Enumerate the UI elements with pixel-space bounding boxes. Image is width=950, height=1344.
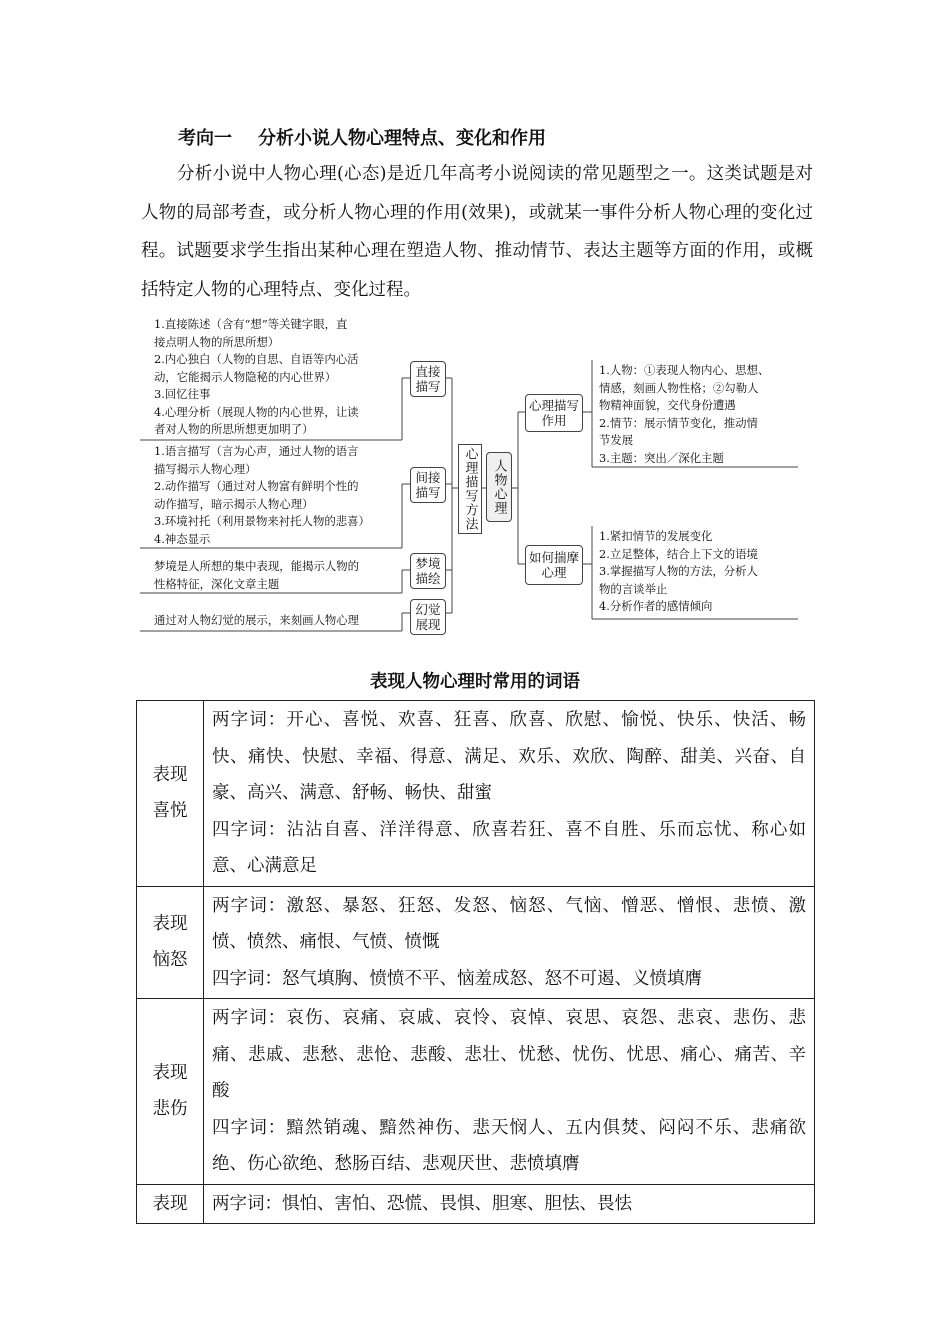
right-node-method: 如何揣摩 心理 <box>525 545 583 585</box>
leaf-function: 1.人物：①表现人物内心、思想、 情感，刻画人物性格；②勾勒人 物精神面貌，交代身份遭遇 2.情节：展示情节变化，推动情 节发展 3.主题：突出／深化主题 <box>599 363 770 465</box>
words-cell: 两字词：激怒、暴怒、狂怒、发怒、恼怒、气恼、憎恶、憎恨、悲愤、激愤、愤然、痛恨、气愤、愤慨 四字词：怒气填胸、愤愤不平、恼羞成怒、怒不可遏、义愤填膺 <box>204 886 815 999</box>
words-cell: 两字词：哀伤、哀痛、哀戚、哀怜、哀悼、哀思、哀怨、悲哀、悲伤、悲痛、悲戚、悲愁、悲怆、悲酸、悲壮、忧愁、忧伤、忧思、痛心、痛苦、辛酸 四字词：黯然销魂、黯然神伤、悲天悯人、五内俱焚、闷闷不乐、悲痛欲绝、伤心欲绝、愁肠百结、悲观厌世、悲愤填膺 <box>204 999 815 1185</box>
category-cell: 表现 悲伤 <box>137 999 204 1185</box>
table-row <box>137 1184 815 1224</box>
category-cell: 表现 恼怒 <box>137 886 204 999</box>
center-node: 人物心理 <box>486 452 512 522</box>
method-illusion: 幻觉 展现 <box>410 599 446 635</box>
heading-title: 分析小说人物心理特点、变化和作用 <box>258 128 546 149</box>
word-table <box>136 700 815 1224</box>
leaf-how: 1.紧扣情节的发展变化 2.立足整体，结合上下文的语境 3.掌握描写人物的方法，分析人 物的言谈举止 4.分析作者的感情倾向 <box>599 529 758 613</box>
methods-title-box: 心理描写方法 <box>458 444 482 534</box>
leaf-dream: 梦境是人所想的集中表现，能揭示人物的 性格特征，深化文章主题 <box>154 559 360 591</box>
words-cell: 两字词：开心、喜悦、欢喜、狂喜、欣喜、欣慰、愉悦、快乐、快活、畅快、痛快、快慰、幸福、得意、满足、欢乐、欢欣、陶醉、甜美、兴奋、自豪、高兴、满意、舒畅、畅快、甜蜜 四字词：沾沾自喜、洋洋得意、欣喜若狂、喜不自胜、乐而忘忧、称心如意、心满意足 <box>204 701 815 887</box>
method-direct: 直接 描写 <box>410 361 446 397</box>
heading-label: 考向一 <box>178 128 232 149</box>
method-dream: 梦境 描绘 <box>410 553 446 589</box>
category-cell: 表现 喜悦 <box>137 701 204 887</box>
leaf-illusion: 通过对人物幻觉的展示，来刻画人物心理 <box>154 613 360 627</box>
table-row <box>137 701 815 887</box>
table-title: 表现人物心理时常用的词语 <box>370 672 580 692</box>
method-indirect: 间接 描写 <box>410 467 446 503</box>
table-row <box>137 886 815 999</box>
intro-paragraph <box>141 155 813 309</box>
leaf-indirect: 1.语言描写（言为心声，通过人物的语言 描写揭示人物心理） 2.动作描写（通过对人物富有鲜明个性的 动作描写，暗示揭示人物心理） 3.环境衬托（利用景物来衬托人物的悲喜） 4.神态显示 <box>154 444 370 546</box>
words-cell: 两字词：惧怕、害怕、恐慌、畏惧、胆寒、胆怯、畏怯 <box>204 1184 815 1224</box>
category-cell: 表现 <box>137 1184 204 1224</box>
right-node-function: 心理描写 作用 <box>525 394 583 432</box>
section-heading <box>178 124 546 150</box>
intro-text: 分析小说中人物心理(心态)是近几年高考小说阅读的常见题型之一。这类试题是对人物的局部考查，或分析人物心理的作用(效果)，或就某一事件分析人物心理的变化过程。试题要求学生指出某种心理在塑造人物、推动情节、表达主题等方面的作用，或概括特定人物的心理特点、变化过程。 <box>141 164 813 300</box>
table-row <box>137 999 815 1185</box>
mind-map <box>140 312 810 642</box>
leaf-direct: 1.直接陈述（含有“想”等关键字眼，直 接点明人物的所思所想） 2.内心独白（人物的自思、自语等内心活 动，它能揭示人物隐秘的内心世界） 3.回忆往事 4.心理分析（展现人物的内心世界，让读 者对人物的所思所想更加明了） <box>154 317 359 436</box>
